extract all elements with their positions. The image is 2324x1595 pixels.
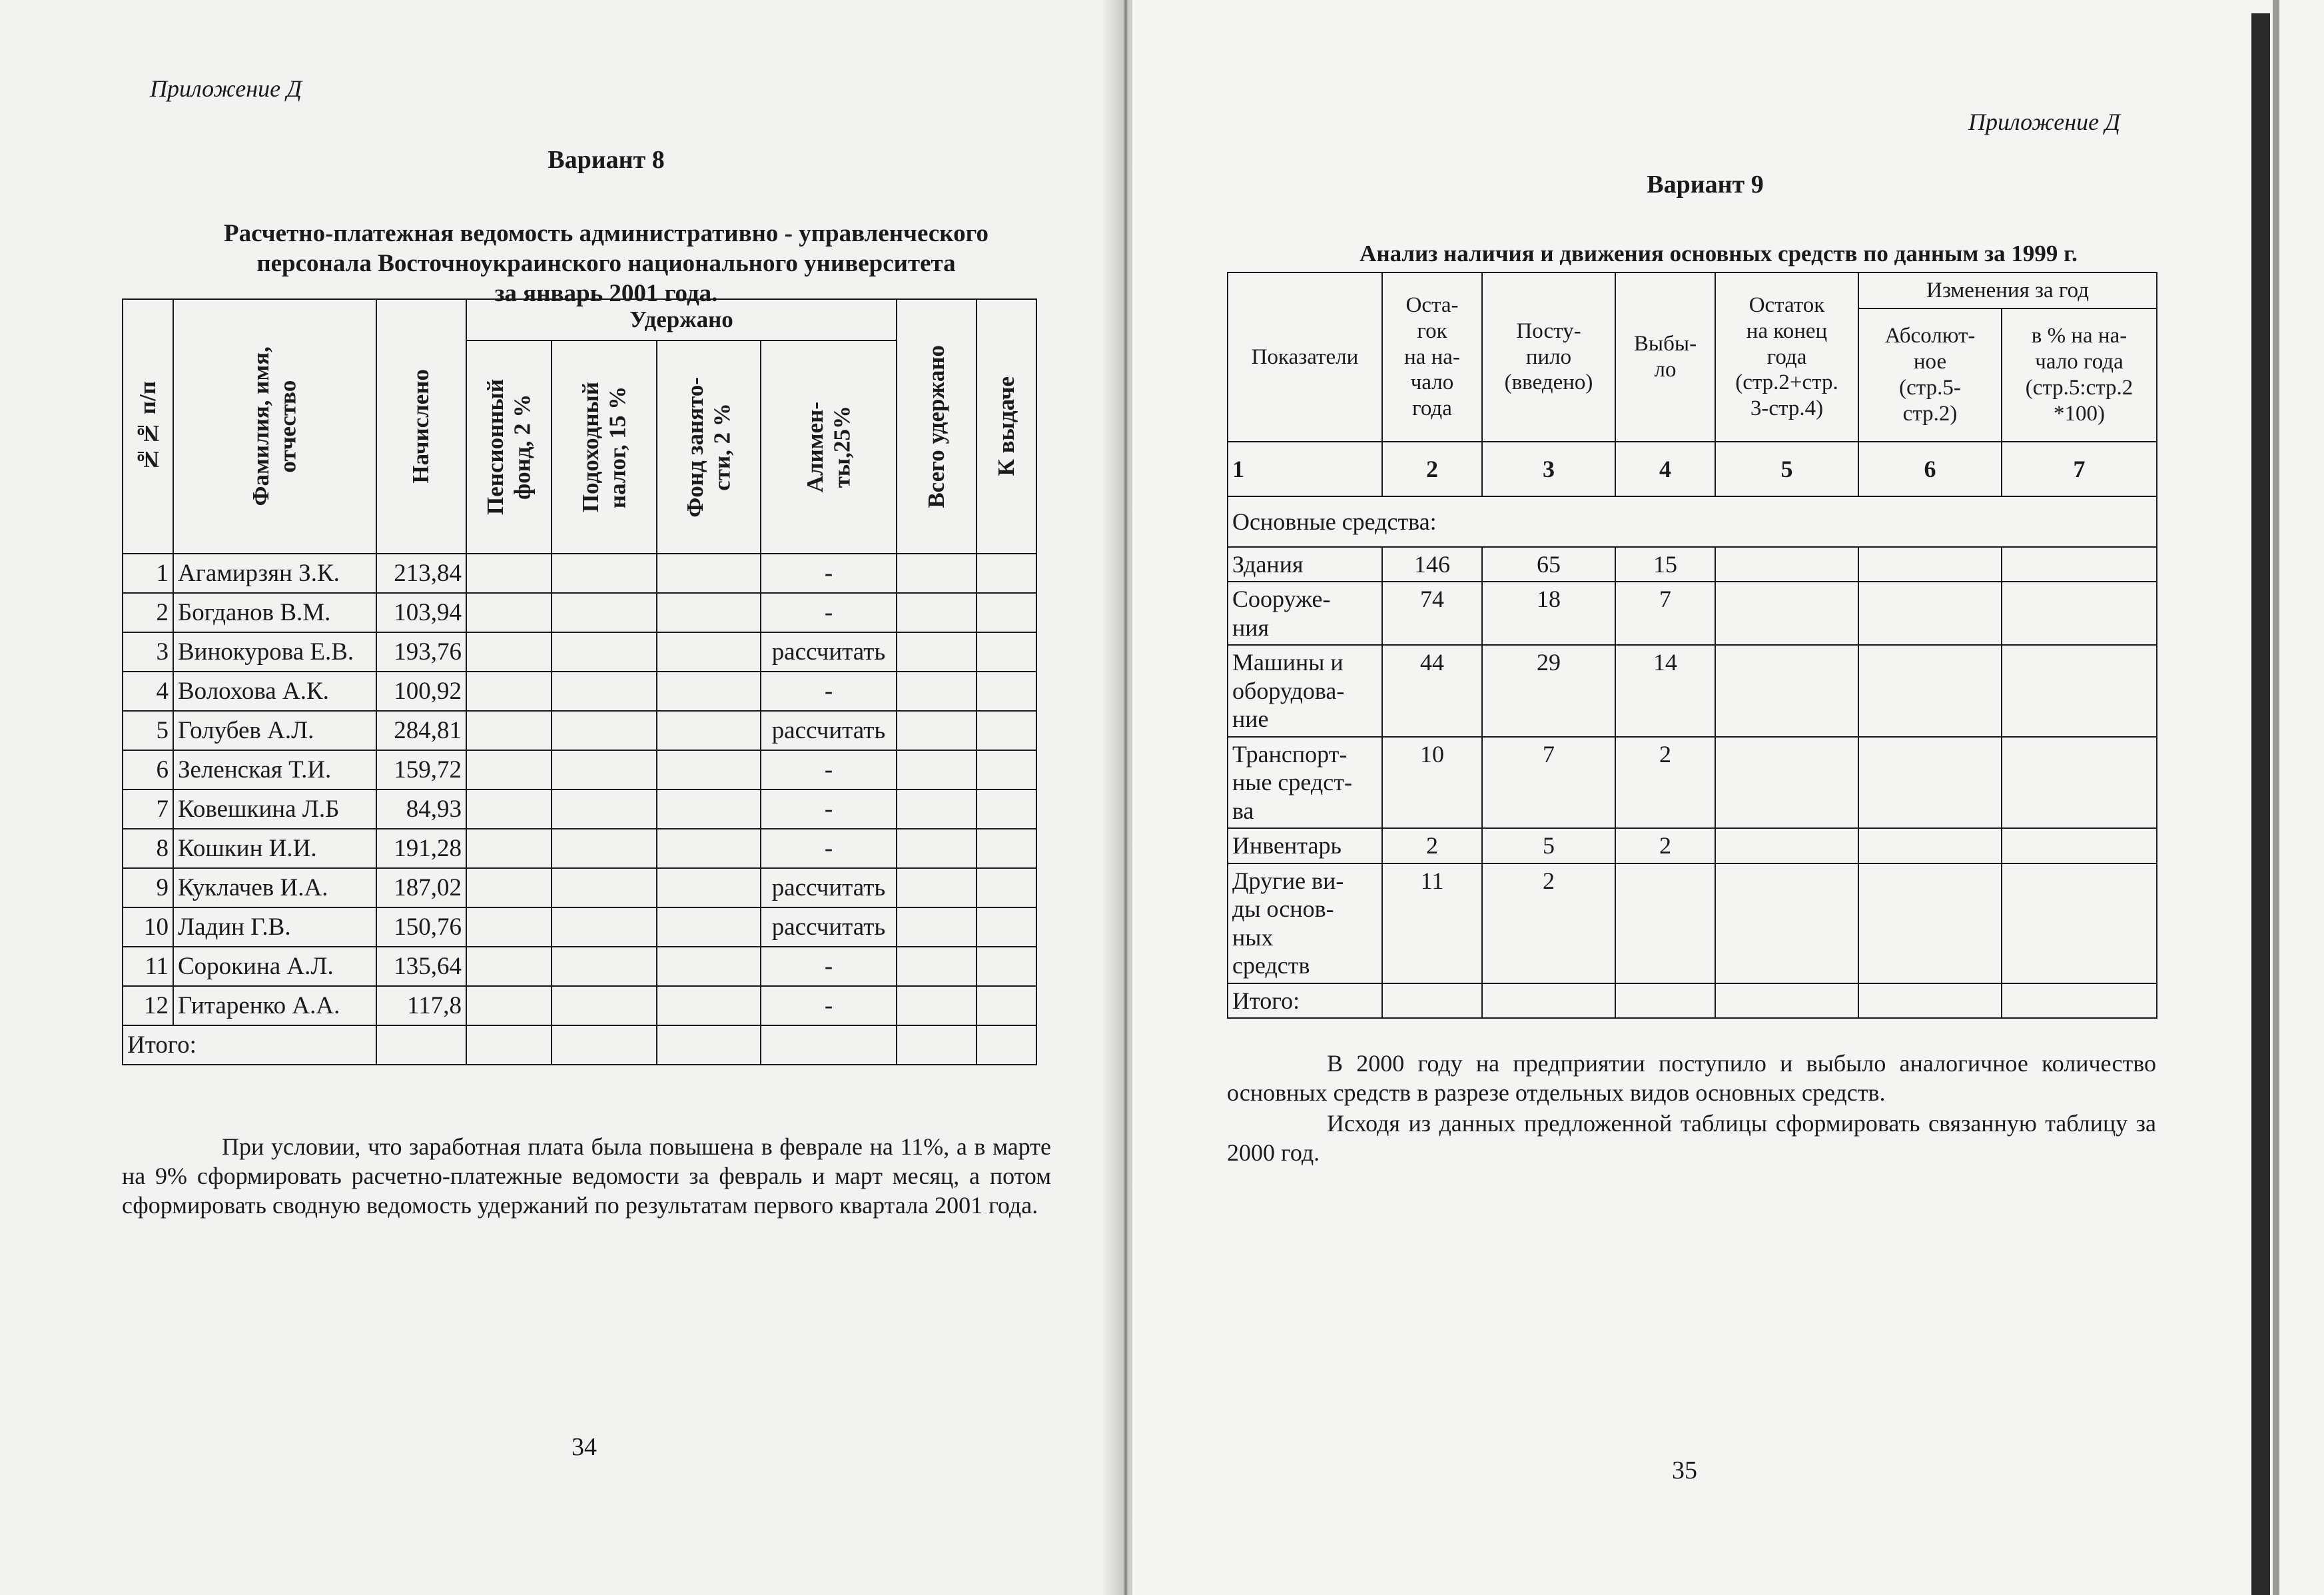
pension-cell (466, 947, 552, 986)
row-number: 8 (123, 829, 173, 868)
total-withheld-cell (897, 790, 976, 829)
absolute-change-cell (1858, 547, 2002, 582)
payroll-table (122, 298, 1037, 1065)
table-row (123, 947, 1036, 986)
indicator-label: Инвентарь (1228, 828, 1382, 863)
employee-name: Винокурова Е.В. (173, 632, 376, 672)
table-row (123, 593, 1036, 632)
indicator-label: Транспорт- ные средст- ва (1228, 737, 1382, 828)
header-accrued: Начислено (376, 299, 466, 554)
employee-name: Волохова А.К. (173, 672, 376, 711)
header-start-balance: Оста- гок на на- чало года (1382, 272, 1482, 442)
header-percent: в % на на- чало года (стр.5:стр.2 *100) (2002, 308, 2157, 442)
disposed-cell: 2 (1615, 828, 1715, 863)
accrued-amount: 117,8 (376, 986, 466, 1025)
total-label: Итого: (1228, 983, 1382, 1018)
received-cell: 29 (1482, 645, 1615, 736)
row-number: 6 (123, 750, 173, 790)
accrued-amount: 103,94 (376, 593, 466, 632)
absolute-change-cell (1858, 582, 2002, 645)
table-row (123, 790, 1036, 829)
header-indicators: Показатели (1228, 272, 1382, 442)
total-withheld-cell (897, 868, 976, 907)
income-tax-cell (552, 790, 657, 829)
table-row (123, 672, 1036, 711)
payout-cell (976, 986, 1036, 1025)
income-tax-cell (552, 554, 657, 593)
pension-cell (466, 593, 552, 632)
employment-fund-cell (657, 672, 761, 711)
section-label: Основные средства: (1228, 496, 2157, 547)
employment-fund-cell (657, 947, 761, 986)
total-withheld-cell (897, 672, 976, 711)
total-cell (466, 1025, 552, 1065)
employee-name: Богданов В.М. (173, 593, 376, 632)
percent-change-cell (2002, 645, 2157, 736)
employment-fund-cell (657, 790, 761, 829)
total-cell (552, 1025, 657, 1065)
paragraph-1: В 2000 году на предприятии поступило и выбыло аналогичное количество основных средств в разрезе отдельных видов основных средств. (1227, 1050, 2156, 1106)
analysis-title: Анализ наличия и движения основных средств по данным за 1999 г. (1359, 241, 2078, 266)
total-cell (376, 1025, 466, 1065)
absolute-change-cell (1858, 645, 2002, 736)
employee-name: Гитаренко А.А. (173, 986, 376, 1025)
total-withheld-cell (897, 907, 976, 947)
table-row (1228, 737, 2157, 828)
income-tax-cell (552, 829, 657, 868)
payout-cell (976, 907, 1036, 947)
payout-cell (976, 672, 1036, 711)
paragraph-2: Исходя из данных предложенной таблицы сформировать связанную таблицу за 2000 год. (1227, 1110, 2156, 1166)
payout-cell (976, 554, 1036, 593)
page-number: 34 (572, 1433, 597, 1461)
page-number: 35 (1672, 1456, 1697, 1484)
employee-name: Сорокина А.Л. (173, 947, 376, 986)
pension-cell (466, 868, 552, 907)
total-withheld-cell (897, 632, 976, 672)
table-row (1228, 547, 2157, 582)
accrued-amount: 159,72 (376, 750, 466, 790)
accrued-amount: 84,93 (376, 790, 466, 829)
employment-fund-cell (657, 986, 761, 1025)
employee-name: Ладин Г.В. (173, 907, 376, 947)
total-withheld-cell (897, 947, 976, 986)
end-balance-cell (1715, 645, 1858, 736)
start-balance-cell: 146 (1382, 547, 1482, 582)
total-cell (2002, 983, 2157, 1018)
percent-change-cell (2002, 547, 2157, 582)
received-cell: 18 (1482, 582, 1615, 645)
col-number: 1 (1228, 442, 1382, 496)
header-alimony: Алимен- ты,25% (761, 340, 897, 554)
accrued-amount: 187,02 (376, 868, 466, 907)
table-row (123, 554, 1036, 593)
header-changes: Изменения за год (1858, 272, 2157, 308)
pension-cell (466, 986, 552, 1025)
section-row (1228, 496, 2157, 547)
pension-cell (466, 829, 552, 868)
payout-cell (976, 711, 1036, 750)
payout-cell (976, 632, 1036, 672)
income-tax-cell (552, 750, 657, 790)
row-number: 4 (123, 672, 173, 711)
row-number: 11 (123, 947, 173, 986)
title-line-2: персонала Восточноукраинского национального университета (256, 250, 956, 278)
accrued-amount: 100,92 (376, 672, 466, 711)
total-withheld-cell (897, 829, 976, 868)
income-tax-cell (552, 868, 657, 907)
total-cell (1482, 983, 1615, 1018)
employment-fund-cell (657, 868, 761, 907)
end-balance-cell (1715, 828, 1858, 863)
income-tax-cell (552, 593, 657, 632)
disposed-cell (1615, 863, 1715, 983)
row-number: 1 (123, 554, 173, 593)
header-disposed: Выбы- ло (1615, 272, 1715, 442)
header-employment-fund: Фонд занято- сти, 2 % (657, 340, 761, 554)
statement-title (107, 219, 1106, 308)
header-end-balance: Остаток на конец года (стр.2+стр. 3-стр.4) (1715, 272, 1858, 442)
received-cell: 2 (1482, 863, 1615, 983)
payout-cell (976, 593, 1036, 632)
total-withheld-cell (897, 986, 976, 1025)
fixed-assets-table (1227, 272, 2157, 1019)
pension-cell (466, 711, 552, 750)
pension-cell (466, 554, 552, 593)
disposed-cell: 7 (1615, 582, 1715, 645)
table-row (1228, 645, 2157, 736)
alimony-cell: - (761, 947, 897, 986)
column-numbers-row (1228, 442, 2157, 496)
book-edge (2251, 13, 2270, 1595)
alimony-cell: рассчитать (761, 711, 897, 750)
variant-title: Вариант 8 (548, 146, 665, 174)
payout-cell (976, 790, 1036, 829)
col-number: 7 (2002, 442, 2157, 496)
table-row (123, 711, 1036, 750)
pension-cell (466, 672, 552, 711)
total-cell (1382, 983, 1482, 1018)
row-number: 9 (123, 868, 173, 907)
pension-cell (466, 750, 552, 790)
percent-change-cell (2002, 863, 2157, 983)
book-edge-shadow (2273, 0, 2279, 1595)
end-balance-cell (1715, 863, 1858, 983)
left-page (0, 0, 1126, 1595)
total-row (1228, 983, 2157, 1018)
start-balance-cell: 11 (1382, 863, 1482, 983)
total-cell (761, 1025, 897, 1065)
indicator-label: Сооруже- ния (1228, 582, 1382, 645)
table-row (123, 829, 1036, 868)
indicator-label: Машины и оборудова- ние (1228, 645, 1382, 736)
employee-name: Голубев А.Л. (173, 711, 376, 750)
employment-fund-cell (657, 829, 761, 868)
table-row (123, 907, 1036, 947)
col-number: 6 (1858, 442, 2002, 496)
indicator-label: Другие ви- ды основ- ных средств (1228, 863, 1382, 983)
table-row (123, 632, 1036, 672)
total-row (123, 1025, 1036, 1065)
indicator-label: Здания (1228, 547, 1382, 582)
payout-cell (976, 750, 1036, 790)
table-row (123, 750, 1036, 790)
alimony-cell: - (761, 790, 897, 829)
total-cell (976, 1025, 1036, 1065)
total-withheld-cell (897, 750, 976, 790)
task-paragraph: При условии, что заработная плата была повышена в феврале на 11%, а в марте на 9% сформировать расчетно-платежные ведомости за февраль и март месяц, а потом сформировать сводную ведомость удержаний по результатам первого квартала 2001 года. (122, 1133, 1051, 1219)
employment-fund-cell (657, 907, 761, 947)
alimony-cell: - (761, 750, 897, 790)
payout-cell (976, 868, 1036, 907)
alimony-cell: рассчитать (761, 907, 897, 947)
title-line-3: за январь 2001 года. (494, 280, 718, 308)
start-balance-cell: 2 (1382, 828, 1482, 863)
total-cell (1615, 983, 1715, 1018)
header-absolute: Абсолют- ное (стр.5- стр.2) (1858, 308, 2002, 442)
alimony-cell: - (761, 554, 897, 593)
appendix-label: Приложение Д (1968, 109, 2120, 135)
row-number: 2 (123, 593, 173, 632)
alimony-cell: - (761, 672, 897, 711)
header-income-tax: Подоходный налог, 15 % (552, 340, 657, 554)
row-number: 3 (123, 632, 173, 672)
col-number: 5 (1715, 442, 1858, 496)
total-cell (897, 1025, 976, 1065)
income-tax-cell (552, 632, 657, 672)
pension-cell (466, 632, 552, 672)
employee-name: Кошкин И.И. (173, 829, 376, 868)
accrued-amount: 150,76 (376, 907, 466, 947)
end-balance-cell (1715, 737, 1858, 828)
col-number: 4 (1615, 442, 1715, 496)
header-withheld: Удержано (466, 299, 897, 340)
disposed-cell: 15 (1615, 547, 1715, 582)
end-balance-cell (1715, 547, 1858, 582)
row-number: 5 (123, 711, 173, 750)
income-tax-cell (552, 947, 657, 986)
employment-fund-cell (657, 593, 761, 632)
total-withheld-cell (897, 711, 976, 750)
alimony-cell: - (761, 829, 897, 868)
employee-name: Зеленская Т.И. (173, 750, 376, 790)
row-number: 7 (123, 790, 173, 829)
accrued-amount: 213,84 (376, 554, 466, 593)
percent-change-cell (2002, 582, 2157, 645)
total-cell (657, 1025, 761, 1065)
alimony-cell: - (761, 593, 897, 632)
alimony-cell: рассчитать (761, 632, 897, 672)
header-num: №№ п/п (123, 299, 173, 554)
right-page (1132, 0, 2324, 1595)
employment-fund-cell (657, 554, 761, 593)
employee-name: Ковешкина Л.Б (173, 790, 376, 829)
payout-cell (976, 829, 1036, 868)
accrued-amount: 135,64 (376, 947, 466, 986)
row-number: 10 (123, 907, 173, 947)
col-number: 3 (1482, 442, 1615, 496)
header-name: Фамилия, имя, отчество (173, 299, 376, 554)
table-row (123, 868, 1036, 907)
absolute-change-cell (1858, 828, 2002, 863)
income-tax-cell (552, 711, 657, 750)
header-payout: К выдаче (976, 299, 1036, 554)
total-cell (1858, 983, 2002, 1018)
accrued-amount: 193,76 (376, 632, 466, 672)
start-balance-cell: 44 (1382, 645, 1482, 736)
employment-fund-cell (657, 632, 761, 672)
end-balance-cell (1715, 582, 1858, 645)
col-number: 2 (1382, 442, 1482, 496)
header-received: Посту- пило (введено) (1482, 272, 1615, 442)
received-cell: 65 (1482, 547, 1615, 582)
absolute-change-cell (1858, 737, 2002, 828)
table-row (1228, 582, 2157, 645)
percent-change-cell (2002, 828, 2157, 863)
percent-change-cell (2002, 737, 2157, 828)
total-withheld-cell (897, 593, 976, 632)
table-row (1228, 828, 2157, 863)
variant-title: Вариант 9 (1647, 171, 1764, 199)
employee-name: Куклачев И.А. (173, 868, 376, 907)
absolute-change-cell (1858, 863, 2002, 983)
pension-cell (466, 790, 552, 829)
alimony-cell: рассчитать (761, 868, 897, 907)
start-balance-cell: 10 (1382, 737, 1482, 828)
employee-name: Агамирзян З.К. (173, 554, 376, 593)
total-label: Итого: (123, 1025, 376, 1065)
appendix-label: Приложение Д (150, 75, 302, 102)
received-cell: 7 (1482, 737, 1615, 828)
disposed-cell: 14 (1615, 645, 1715, 736)
employment-fund-cell (657, 711, 761, 750)
payout-cell (976, 947, 1036, 986)
accrued-amount: 191,28 (376, 829, 466, 868)
income-tax-cell (552, 907, 657, 947)
total-cell (1715, 983, 1858, 1018)
pension-cell (466, 907, 552, 947)
header-total-withheld: Всего удержано (897, 299, 976, 554)
income-tax-cell (552, 672, 657, 711)
accrued-amount: 284,81 (376, 711, 466, 750)
table-row (123, 986, 1036, 1025)
total-withheld-cell (897, 554, 976, 593)
start-balance-cell: 74 (1382, 582, 1482, 645)
income-tax-cell (552, 986, 657, 1025)
employment-fund-cell (657, 750, 761, 790)
row-number: 12 (123, 986, 173, 1025)
received-cell: 5 (1482, 828, 1615, 863)
table-row (1228, 863, 2157, 983)
alimony-cell: - (761, 986, 897, 1025)
disposed-cell: 2 (1615, 737, 1715, 828)
header-pension: Пенсионный фонд, 2 % (466, 340, 552, 554)
title-line-1: Расчетно-платежная ведомость административно - управленческого (224, 220, 988, 247)
